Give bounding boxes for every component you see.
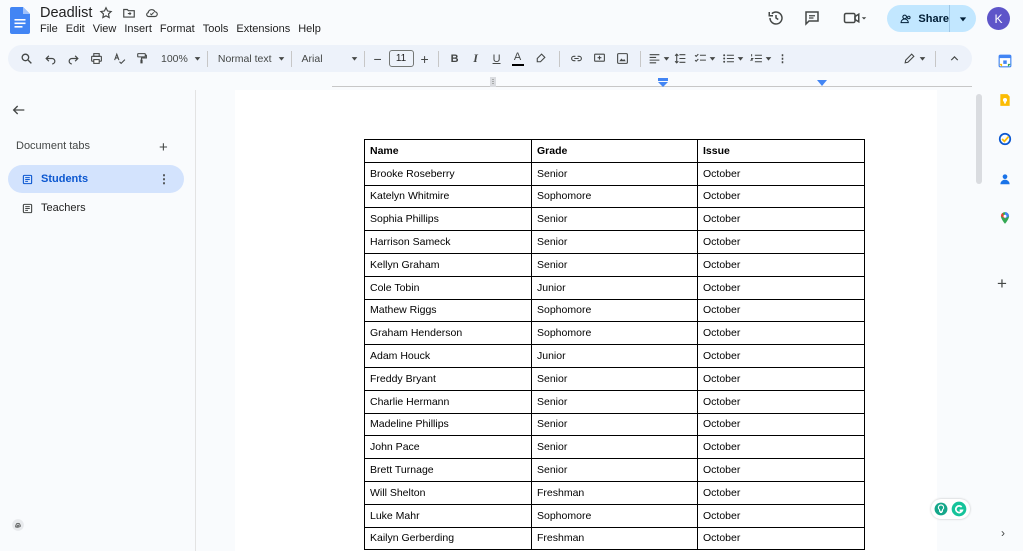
numbered-list-icon	[750, 52, 763, 65]
document-outline-sidebar	[0, 90, 196, 551]
cell-grade[interactable]: Senior	[532, 253, 698, 276]
table-row	[365, 436, 865, 459]
grammarly-icon	[951, 501, 967, 517]
cell-name[interactable]: Kailyn Gerberding	[365, 527, 532, 550]
top-bar	[0, 0, 990, 44]
cell-name[interactable]: Will Shelton	[365, 481, 532, 504]
increase-font-size-icon[interactable]: +	[420, 50, 429, 67]
caret-down-icon	[737, 55, 744, 62]
toolbar-divider	[291, 51, 292, 67]
cell-name[interactable]: Charlie Hermann	[365, 390, 532, 413]
share-label: Share	[918, 12, 949, 25]
cell-grade[interactable]: Senior	[532, 208, 698, 231]
column-header-issue[interactable]: Issue	[698, 140, 865, 163]
bulleted-list-icon	[722, 52, 735, 65]
account-avatar[interactable]: K	[987, 7, 1010, 30]
cell-grade[interactable]: Senior	[532, 459, 698, 482]
italic-icon[interactable]: I	[473, 51, 478, 65]
cell-issue[interactable]: October	[698, 322, 865, 345]
cell-grade[interactable]: Sophomore	[532, 299, 698, 322]
table-row	[365, 185, 865, 208]
table-row	[365, 345, 865, 368]
cell-name[interactable]: Brooke Roseberry	[365, 162, 532, 185]
font-size-input[interactable]: 11	[389, 50, 414, 67]
column-marker-icon[interactable]	[490, 77, 496, 87]
calendar-icon[interactable]	[998, 54, 1012, 68]
cell-issue[interactable]: October	[698, 185, 865, 208]
cell-grade[interactable]: Freshman	[532, 527, 698, 550]
cell-issue[interactable]: October	[698, 345, 865, 368]
indent-marker-icon[interactable]	[658, 78, 668, 88]
keep-icon[interactable]	[998, 93, 1012, 107]
caret-down-icon	[194, 55, 201, 62]
menu-format[interactable]: Format	[159, 23, 195, 35]
cell-name[interactable]: Sophia Phillips	[365, 208, 532, 231]
text-color-icon[interactable]: A	[507, 48, 529, 70]
column-header-name[interactable]: Name	[365, 140, 532, 163]
cell-issue[interactable]: October	[698, 299, 865, 322]
toolbar-divider	[364, 51, 365, 67]
paragraph-style-select[interactable]	[218, 53, 285, 65]
align-left-icon	[648, 52, 661, 65]
vertical-scrollbar[interactable]	[976, 94, 982, 184]
cell-issue[interactable]: October	[698, 413, 865, 436]
paint-format-icon[interactable]	[129, 48, 153, 70]
docs-logo-icon[interactable]	[10, 7, 30, 34]
meet-video-icon[interactable]	[843, 9, 867, 27]
chevron-up-icon[interactable]	[942, 48, 966, 70]
right-indent-marker-icon[interactable]	[817, 80, 827, 87]
table-row	[365, 481, 865, 504]
cell-issue[interactable]: October	[698, 208, 865, 231]
cell-name[interactable]: Madeline Phillips	[365, 413, 532, 436]
bulleted-list-select[interactable]	[719, 48, 747, 70]
star-icon[interactable]	[99, 6, 113, 20]
font-value: Arial	[301, 52, 323, 65]
cell-grade[interactable]: Sophomore	[532, 322, 698, 345]
cell-name[interactable]: John Pace	[365, 436, 532, 459]
toolbar-divider	[438, 51, 439, 67]
underline-icon[interactable]: U	[492, 52, 501, 65]
cell-issue[interactable]: October	[698, 481, 865, 504]
grammarly-widget[interactable]	[931, 499, 970, 519]
menu-bar	[40, 23, 329, 35]
cell-issue[interactable]: October	[698, 162, 865, 185]
caret-down-icon	[663, 55, 670, 62]
checklist-icon	[694, 52, 707, 65]
cell-issue[interactable]: October	[698, 459, 865, 482]
numbered-list-select[interactable]	[747, 48, 775, 70]
spellcheck-icon[interactable]	[109, 48, 129, 70]
document-title[interactable]: Deadlist	[40, 5, 93, 21]
checklist-select[interactable]	[691, 48, 719, 70]
bulb-icon	[934, 502, 948, 516]
menu-help[interactable]: Help	[298, 23, 321, 35]
toolbar-divider	[559, 51, 560, 67]
cell-name[interactable]: Kellyn Graham	[365, 253, 532, 276]
pencil-icon	[903, 52, 916, 65]
toolbar-divider	[640, 51, 641, 67]
cell-grade[interactable]: Senior	[532, 367, 698, 390]
cell-grade[interactable]: Senior	[532, 162, 698, 185]
cell-grade[interactable]: Sophomore	[532, 185, 698, 208]
document-tab-icon	[22, 203, 33, 214]
fingerprint-icon[interactable]	[11, 518, 25, 532]
table-row	[365, 299, 865, 322]
document-canvas	[197, 90, 975, 551]
table-row	[365, 231, 865, 254]
cell-grade[interactable]: Senior	[532, 390, 698, 413]
document-page[interactable]	[235, 90, 937, 551]
table-row	[365, 162, 865, 185]
document-tabs-header: Document tabs	[16, 140, 90, 152]
align-select[interactable]	[647, 48, 671, 70]
back-arrow-icon[interactable]	[11, 102, 27, 118]
table-row	[365, 504, 865, 527]
tab-label: Students	[41, 173, 89, 185]
cell-grade[interactable]: Junior	[532, 276, 698, 299]
cell-name[interactable]: Luke Mahr	[365, 504, 532, 527]
table-row	[365, 390, 865, 413]
share-button[interactable]	[887, 5, 976, 32]
toolbar	[8, 45, 972, 72]
insert-image-icon[interactable]	[612, 48, 634, 70]
column-header-grade[interactable]: Grade	[532, 140, 698, 163]
print-icon[interactable]	[83, 48, 109, 70]
menu-edit[interactable]: Edit	[65, 23, 85, 35]
cell-issue[interactable]: October	[698, 390, 865, 413]
menu-tools[interactable]: Tools	[202, 23, 229, 35]
cell-issue[interactable]: October	[698, 276, 865, 299]
cell-grade[interactable]: Senior	[532, 436, 698, 459]
toolbar-divider	[207, 51, 208, 67]
table-row	[365, 367, 865, 390]
tab-label: Teachers	[41, 202, 86, 214]
caret-down-icon	[351, 55, 358, 62]
caret-down-icon	[959, 15, 967, 23]
search-menus-icon[interactable]	[19, 48, 33, 70]
cell-grade[interactable]: Senior	[532, 413, 698, 436]
highlight-color-icon[interactable]	[529, 48, 553, 70]
caret-down-icon	[709, 55, 716, 62]
tab-options-icon[interactable]: ⋮	[158, 172, 170, 186]
cell-name[interactable]: Graham Henderson	[365, 322, 532, 345]
comments-icon[interactable]	[803, 9, 821, 27]
people-icon	[900, 12, 912, 26]
menu-view[interactable]: View	[92, 23, 117, 35]
toolbar-divider	[935, 51, 936, 67]
cell-issue[interactable]: October	[698, 367, 865, 390]
cell-name[interactable]: Katelyn Whitmire	[365, 185, 532, 208]
menu-extensions[interactable]: Extensions	[236, 23, 291, 35]
add-comment-icon[interactable]	[588, 48, 612, 70]
cell-issue[interactable]: October	[698, 253, 865, 276]
editing-mode-select[interactable]	[899, 48, 929, 70]
cell-grade[interactable]: Sophomore	[532, 504, 698, 527]
insert-link-icon[interactable]	[566, 48, 588, 70]
student-table[interactable]	[364, 139, 865, 550]
cell-name[interactable]: Adam Houck	[365, 345, 532, 368]
tasks-icon[interactable]	[998, 132, 1012, 146]
font-select[interactable]	[302, 53, 358, 65]
menu-insert[interactable]: Insert	[124, 23, 152, 35]
more-options-icon[interactable]: ⋮	[777, 52, 788, 65]
cell-name[interactable]: Cole Tobin	[365, 276, 532, 299]
table-row	[365, 253, 865, 276]
undo-icon[interactable]	[37, 48, 63, 70]
cell-name[interactable]: Harrison Sameck	[365, 231, 532, 254]
cell-name[interactable]: Mathew Riggs	[365, 299, 532, 322]
zoom-select[interactable]	[161, 53, 201, 65]
cell-grade[interactable]: Senior	[532, 231, 698, 254]
move-folder-icon[interactable]	[122, 6, 136, 20]
bold-icon[interactable]: B	[450, 52, 459, 65]
paragraph-style-value: Normal text	[217, 52, 272, 65]
caret-down-icon	[919, 55, 926, 62]
menu-file[interactable]: File	[40, 23, 58, 35]
add-tab-icon[interactable]: +	[159, 139, 168, 156]
cell-grade[interactable]: Freshman	[532, 481, 698, 504]
caret-down-icon	[278, 55, 285, 62]
table-row	[365, 322, 865, 345]
maps-icon[interactable]	[998, 211, 1012, 225]
table-row	[365, 459, 865, 482]
cell-issue[interactable]: October	[698, 231, 865, 254]
share-dropdown[interactable]	[950, 15, 976, 23]
redo-icon[interactable]	[63, 48, 83, 70]
table-row	[365, 413, 865, 436]
table-row	[365, 527, 865, 550]
cell-issue[interactable]: October	[698, 527, 865, 550]
line-spacing-icon[interactable]	[671, 48, 691, 70]
contacts-icon[interactable]	[998, 172, 1012, 186]
cell-issue[interactable]: October	[698, 504, 865, 527]
decrease-font-size-icon[interactable]: −	[373, 50, 382, 67]
tab-teachers[interactable]	[8, 194, 184, 222]
cloud-status-icon[interactable]	[145, 6, 159, 20]
chevron-right-icon[interactable]: ›	[1001, 526, 1005, 540]
ruler-line	[332, 86, 972, 87]
cell-issue[interactable]: October	[698, 436, 865, 459]
version-history-icon[interactable]	[767, 9, 785, 27]
cell-name[interactable]: Brett Turnage	[365, 459, 532, 482]
cell-name[interactable]: Freddy Bryant	[365, 367, 532, 390]
table-row	[365, 208, 865, 231]
zoom-value: 100%	[161, 52, 188, 65]
tab-students[interactable]	[8, 165, 184, 193]
table-row	[365, 276, 865, 299]
get-add-ons-icon[interactable]: +	[997, 274, 1007, 293]
document-tab-icon	[22, 174, 33, 185]
table-header-row	[365, 140, 865, 163]
cell-grade[interactable]: Junior	[532, 345, 698, 368]
ruler	[332, 76, 972, 89]
side-panel	[990, 44, 1023, 551]
caret-down-icon	[765, 55, 772, 62]
